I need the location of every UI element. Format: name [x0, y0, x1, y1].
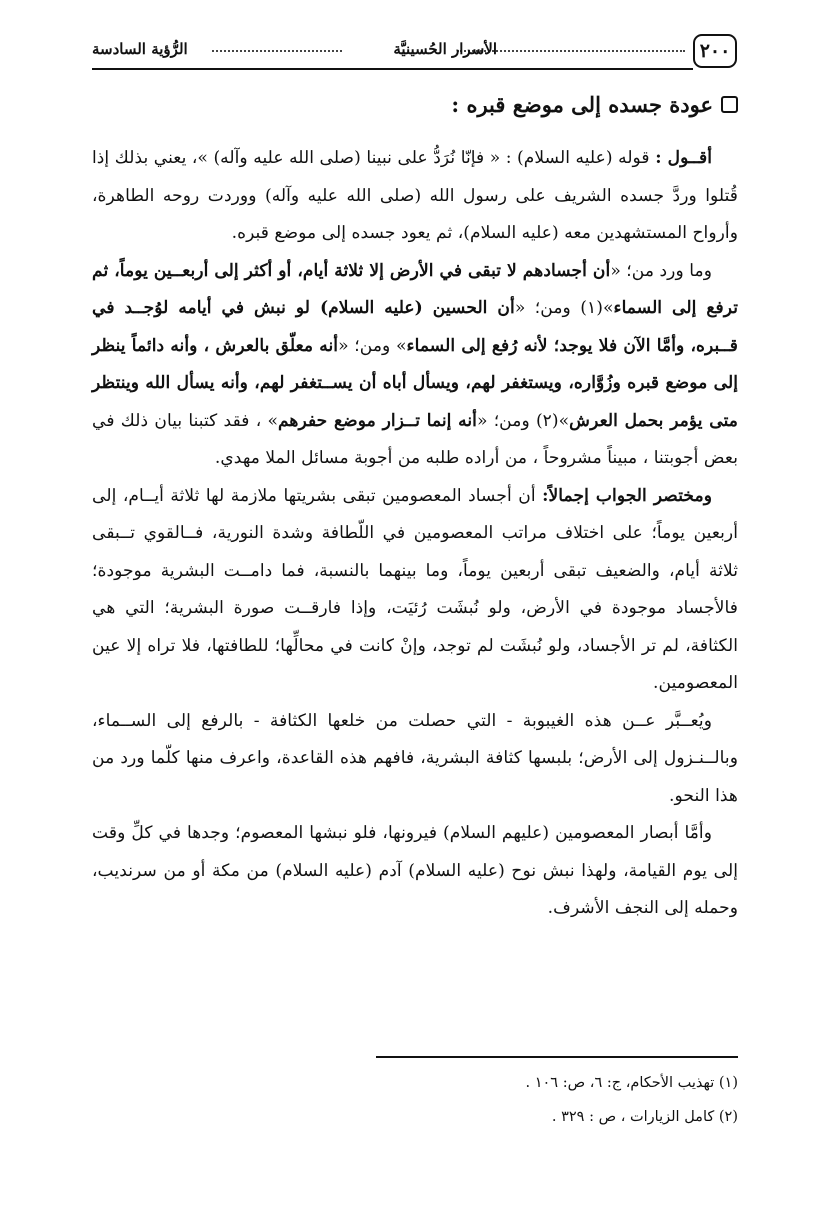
paragraph-1	[92, 140, 738, 253]
paragraph-text: » ، فقد كتبنا بيان ذلك في بعض أجوبتنا ، مبيناً مشروحاً ، من أراده طلبه من أجوبة مسائل الملا مهدي.	[92, 410, 738, 468]
paragraph-text: »(١) ومن؛ «	[514, 298, 614, 318]
section-title: الرُّؤية السادسة	[92, 40, 188, 58]
paragraph-3	[92, 478, 738, 703]
paragraph-text: » ومن؛ «	[338, 335, 407, 356]
square-bullet-icon	[721, 96, 738, 113]
running-title: الأسرار الحُسينيَّة	[393, 40, 497, 58]
footnote-1: (١) تهذيب الأحكام، ج: ٦، ص: ١٠٦ .	[525, 1075, 738, 1091]
paragraph-text: أن أجساد المعصومين تبقى بشريتها ملازمة لها ثلاثة أيــام، إلى أربعين يوماً؛ على اختلاف مراتب المعصومين في اللّطافة وشدة النورية، فــالقوي تــبقى ثلاثة أيام، والضعيف تبقى أربعين يوماً، وما بينهما بالنسبة، فما دامــت البشرية موجودة؛ فالأجساد موجودة في الأرض، ولو نُبشَت رُئيَت، وإذا فارقــت صورة البشرية؛ التي هي الكثافة، لم تر الأجساد، ولو نُبشَت لم توجد، وإنْ كانت في محالِّها؛ للطافتها، فلا تراه إلا عين المعصومين.	[92, 485, 738, 693]
paragraph-text: قوله (عليه السلام) : « فإنّا نُرَدُّ على نبينا (صلى الله عليه وآله) »، يعني بذلك إذا قُتلوا وردَّ جسده الشريف على رسول الله (صلى الله عليه وآله) ووردت روحه الطاهرة، وأرواح المستشهدين معه (عليه السلام)، ثم يعود جسده إلى موضع قبره.	[92, 148, 738, 243]
header-dots-left	[212, 50, 342, 52]
quote-text: أن أجسادهم لا تبقى في الأرض إلا ثلاثة أيام، أو أكثر إلى أربعــين يوماً، ثم ترفع إلى السماء	[92, 260, 738, 318]
footnote-rule	[376, 1056, 738, 1058]
quote-text: أنه معلّق بالعرش ، وأنه دائماً ينظر إلى موضع قبره وزُوَّاره، ويستغفر لهم، ويسأل أباه أن يســتغفر لهم، وأنه يسأل الله وينتظر متى يؤمر بحمل العرش	[92, 335, 738, 431]
header-rule	[92, 68, 693, 70]
paragraph-text: »(٢) ومن؛ «	[476, 410, 570, 431]
paragraph-lead: ومختصر الجواب إجمالاً:	[542, 485, 712, 506]
body-text	[92, 140, 738, 928]
paragraph-4	[92, 703, 738, 816]
footnotes	[526, 1066, 738, 1134]
quote-text: أنه إنما تــزار موضع حفرهم	[277, 410, 477, 431]
page-number: ٢٠٠	[693, 34, 737, 68]
paragraph-lead: أقــول :	[655, 148, 713, 168]
paragraph-2	[92, 253, 738, 478]
paragraph-text: وما ورد من؛ «	[610, 260, 712, 281]
quote-text: أن الحسين (عليه السلام) لو نبش في أيامه لوُجــد في قــبره، وأمَّا الآن فلا يوجد؛ لأنه رُفع إلى السماء	[92, 298, 739, 356]
section-heading	[451, 92, 738, 117]
paragraph-5	[92, 815, 738, 928]
paragraph-text: ويُعــبَّر عــن هذه الغيبوبة - التي حصلت من خلعها الكثافة - بالرفع إلى الســماء، وبالــنـزول إلى الأرض؛ بلبسها كثافة البشرية، فافهم هذه القاعدة، واعرف منها كلّما ورد من هذا النحو.	[92, 710, 738, 806]
page-header	[92, 34, 737, 74]
section-heading-text: عودة جسده إلى موضع قبره :	[451, 92, 713, 117]
footnote-2: (٢) كامل الزيارات ، ص : ٣٢٩ .	[551, 1109, 738, 1125]
paragraph-text: وأمَّا أبصار المعصومين (عليهم السلام) فيرونها، فلو نبشها المعصوم؛ وجدها في كلِّ وقت إلى يوم القيامة، ولهذا نبش نوح (عليه السلام) آدم (عليه السلام) من مكة أو من سرنديب، وحمله إلى النجف الأشرف.	[92, 823, 738, 918]
